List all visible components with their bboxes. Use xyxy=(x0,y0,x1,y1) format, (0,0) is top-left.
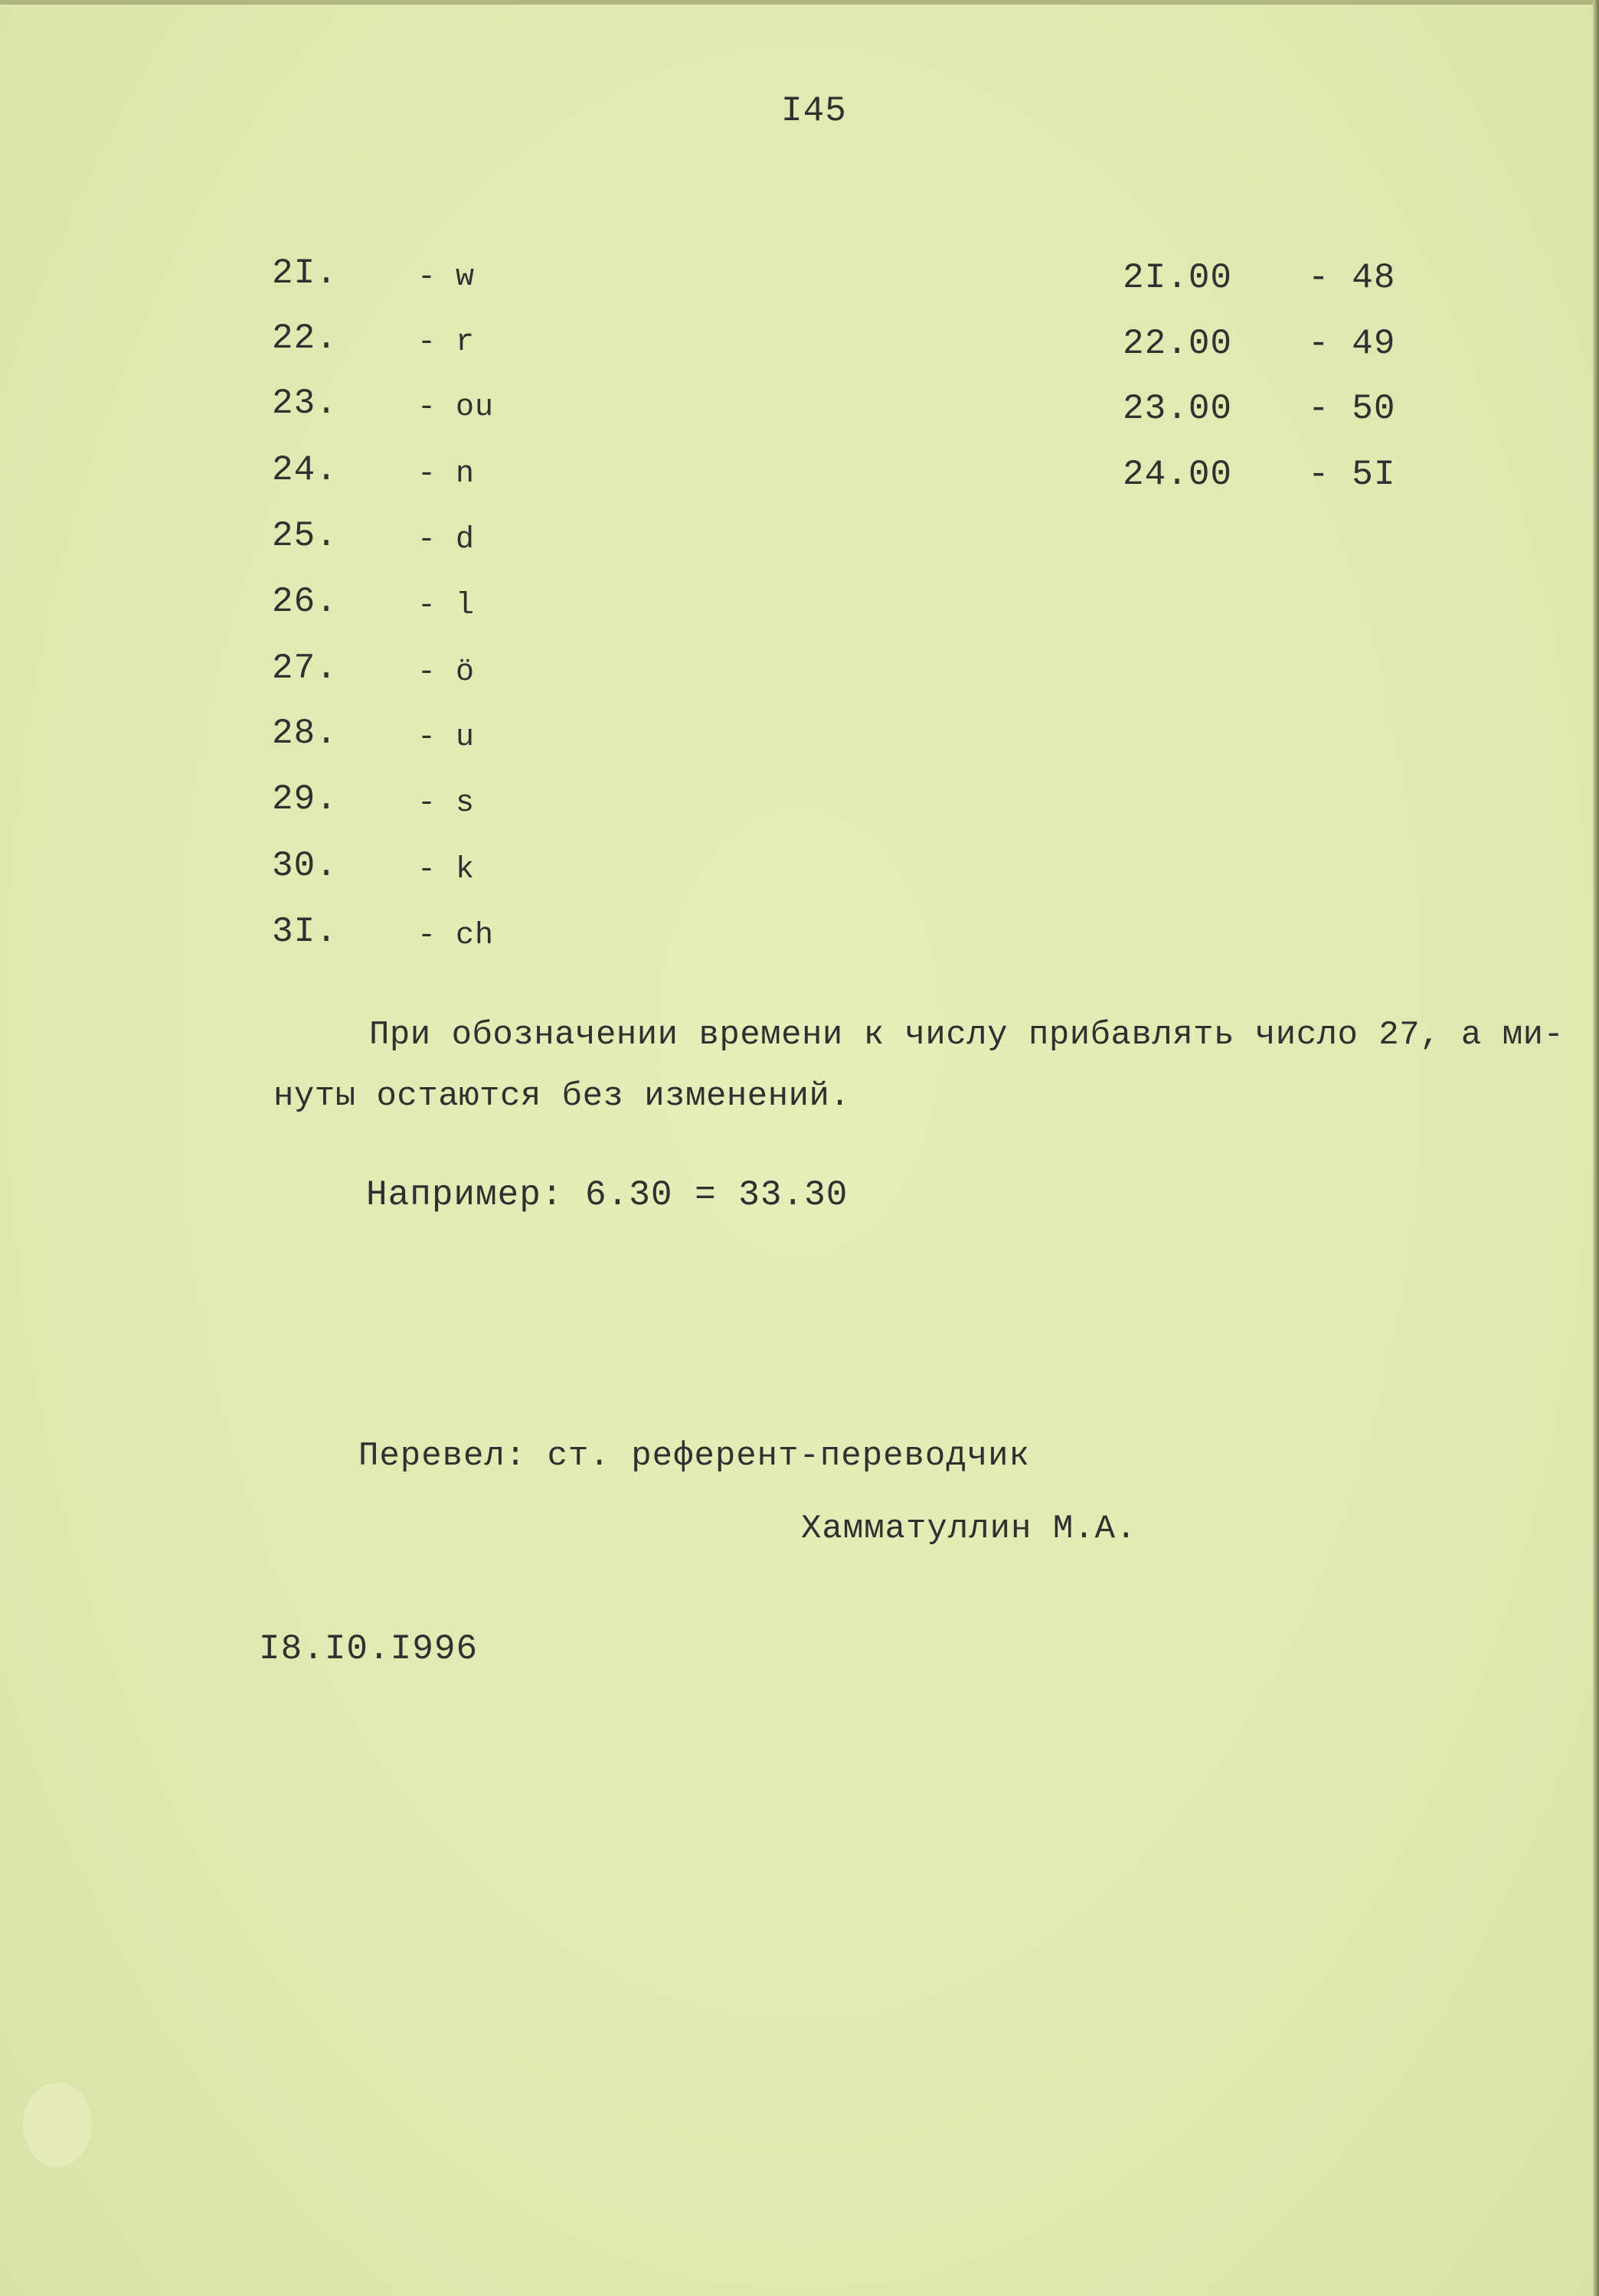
list-num-25: 25. xyxy=(272,516,338,556)
time-code-21: - 48 xyxy=(1308,258,1396,298)
example-line: Например: 6.30 = 33.30 xyxy=(366,1175,849,1215)
page-number: I45 xyxy=(781,91,847,131)
paper-light-spot xyxy=(23,2082,92,2167)
paragraph-line-2: нуты остаются без изменений. xyxy=(273,1077,851,1115)
list-num-21: 2I. xyxy=(272,253,338,293)
top-edge-shadow xyxy=(0,0,1599,5)
list-num-31: 3I. xyxy=(272,912,338,952)
list-num-23: 23. xyxy=(272,384,338,423)
time-code-24: - 5I xyxy=(1308,455,1396,495)
translator-name: Хамматуллин М.А. xyxy=(801,1510,1137,1548)
list-code-30: - k xyxy=(417,853,476,887)
paragraph-line-1: При обозначении времени к числу прибавлять число 27, а ми- xyxy=(369,1016,1565,1054)
list-num-24: 24. xyxy=(272,450,338,490)
time-code-22: - 49 xyxy=(1308,324,1396,364)
list-num-26: 26. xyxy=(272,582,338,622)
translator-line: Перевел: ст. референт-переводчик xyxy=(358,1437,1030,1475)
time-entry-22: 22.00 xyxy=(1123,324,1233,364)
time-entry-24: 24.00 xyxy=(1123,455,1233,495)
list-code-27: - ö xyxy=(417,655,476,690)
time-entry-23: 23.00 xyxy=(1123,389,1233,429)
list-code-25: - d xyxy=(417,523,476,557)
list-code-24: - n xyxy=(417,457,476,492)
list-code-22: - r xyxy=(417,325,476,360)
right-edge-shadow xyxy=(1593,0,1599,2296)
list-code-29: - s xyxy=(417,786,476,821)
list-num-22: 22. xyxy=(272,318,338,358)
list-code-28: - u xyxy=(417,720,476,755)
time-entry-21: 2I.00 xyxy=(1123,258,1233,298)
list-code-23: - ou xyxy=(417,390,495,425)
list-code-26: - l xyxy=(417,589,476,623)
list-num-29: 29. xyxy=(272,779,338,819)
list-num-28: 28. xyxy=(272,714,338,753)
list-code-31: - ch xyxy=(417,919,495,953)
list-num-30: 30. xyxy=(272,846,338,886)
list-num-27: 27. xyxy=(272,648,338,688)
time-code-23: - 50 xyxy=(1308,389,1396,429)
list-code-21: - w xyxy=(417,260,476,295)
document-date: I8.I0.I996 xyxy=(259,1629,479,1669)
